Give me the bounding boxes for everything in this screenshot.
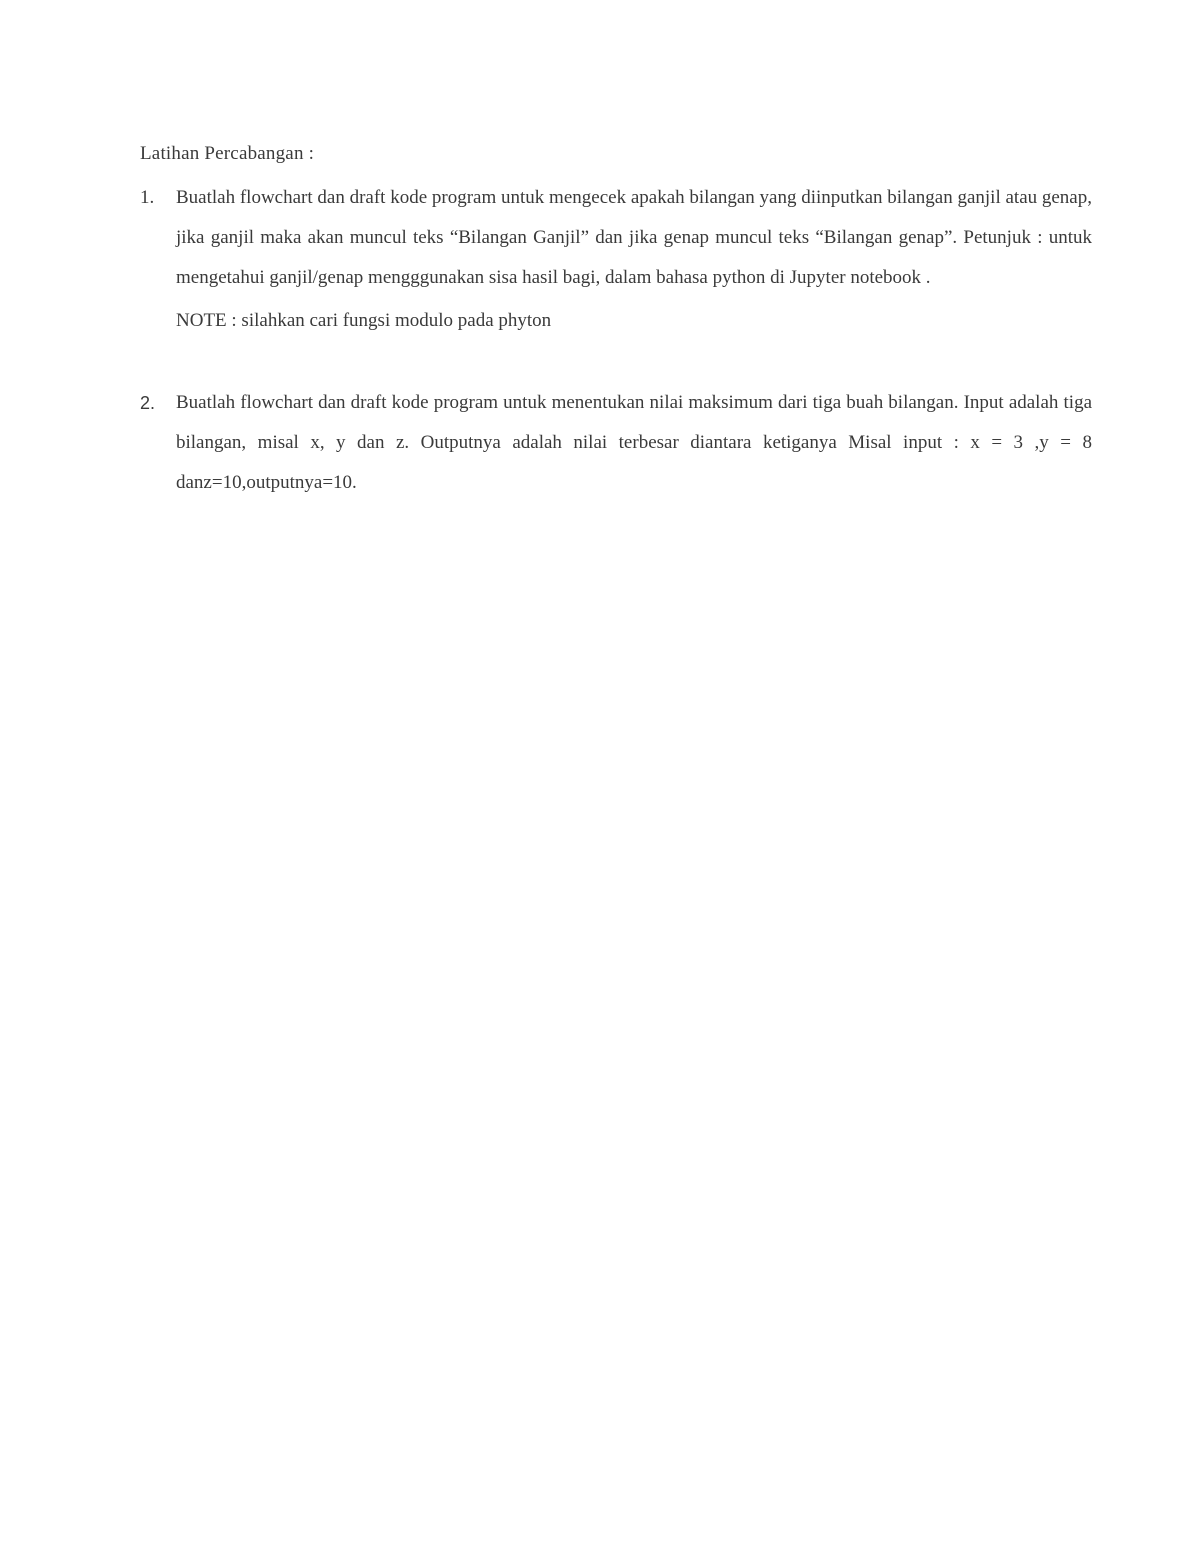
list-item-text: Buatlah flowchart dan draft kode program untuk mengecek apakah bilangan yang diinputkan bilangan ganjil atau genap, jika ganjil maka akan muncul teks “Bilangan Ganjil” dan jika genap muncul teks “Bilangan genap”. Petunjuk : untuk mengetahui ganjil/genap mengggunakan sisa hasil bagi, dalam bahasa python di Jupyter notebook . <box>176 187 1092 288</box>
list-item-text: Buatlah flowchart dan draft kode program untuk menentukan nilai maksimum dari tiga buah bilangan. Input adalah tiga bilangan, misal x, y dan z. Outputnya adalah nilai terbesar diantara ketiganya Misal input : x = 3 ,y = 8 danz=10,outputnya=10. <box>176 392 1092 493</box>
list-item <box>140 383 1092 503</box>
list-item-number: 2. <box>140 393 156 413</box>
list-item-note: NOTE : silahkan cari fungsi modulo pada phyton <box>176 310 552 331</box>
list-item-number: 1. <box>140 187 155 208</box>
document-title: Latihan Percabangan : <box>140 143 315 164</box>
list-item <box>140 178 1092 341</box>
